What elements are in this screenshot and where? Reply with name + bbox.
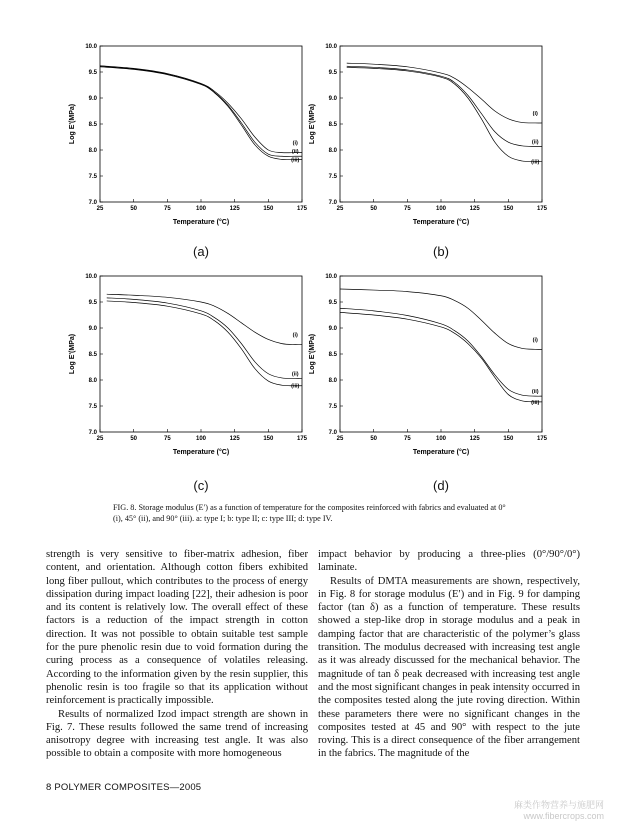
y-tick-label: 7.0: [328, 200, 337, 206]
y-tick-label: 7.5: [88, 404, 97, 410]
y-tick-label: 7.5: [88, 174, 97, 180]
series-label: (ii): [531, 139, 539, 146]
right-column: [318, 548, 580, 761]
y-axis-label: Log E'(MPa): [309, 103, 316, 145]
series-label: (ii): [531, 389, 539, 396]
y-tick-label: 8.0: [328, 378, 337, 384]
x-axis-label: Temperature (°C): [172, 219, 230, 226]
y-tick-label: 7.5: [328, 174, 337, 180]
y-tick-label: 8.5: [88, 122, 97, 128]
y-tick-label: 7.0: [88, 200, 97, 206]
y-tick-label: 8.5: [328, 352, 337, 358]
plot-frame: [100, 46, 302, 202]
series-label: (i): [292, 140, 298, 147]
x-tick-label: 150: [263, 206, 274, 212]
y-tick-label: 9.5: [328, 70, 337, 76]
right-paragraph-1: impact behavior by producing a three-plies (0°/90°/0°) laminate.: [318, 549, 580, 574]
x-tick-label: 125: [229, 436, 240, 442]
x-tick-label: 150: [503, 206, 514, 212]
y-tick-label: 8.5: [328, 122, 337, 128]
chart-panel-b: [296, 36, 556, 246]
x-tick-label: 125: [469, 206, 480, 212]
series-line: [107, 301, 302, 386]
x-tick-label: 50: [130, 206, 138, 212]
y-tick-label: 9.5: [328, 300, 337, 306]
watermark: [514, 800, 604, 822]
series-label: (i): [532, 337, 538, 344]
watermark-line-1: 麻类作物营养与施肥网: [513, 800, 604, 810]
x-tick-label: 75: [163, 436, 171, 442]
y-tick-label: 7.5: [328, 404, 337, 410]
y-tick-label: 9.0: [88, 326, 97, 332]
x-tick-label: 25: [336, 436, 344, 442]
chart-panel-a: [56, 36, 316, 246]
x-tick-label: 100: [195, 436, 207, 442]
y-tick-label: 9.5: [88, 300, 97, 306]
y-tick-label: 9.0: [328, 96, 337, 102]
chart-panel-c: [56, 266, 316, 476]
series-label: (ii): [291, 149, 299, 156]
y-tick-label: 9.5: [88, 70, 97, 76]
y-axis-label: Log E'(MPa): [69, 333, 76, 375]
y-tick-label: 8.0: [88, 378, 97, 384]
x-tick-label: 50: [130, 436, 138, 442]
x-tick-label: 50: [370, 206, 378, 212]
x-tick-label: 175: [296, 206, 308, 212]
series-label: (i): [532, 110, 538, 117]
chart-panel-d: [296, 266, 556, 476]
series-label: (iii): [291, 383, 300, 390]
series-label: (i): [292, 332, 298, 339]
series-line: [340, 308, 542, 396]
x-tick-label: 25: [96, 206, 104, 212]
chart-a: [56, 36, 316, 246]
x-tick-label: 100: [195, 206, 207, 212]
y-tick-label: 7.0: [88, 430, 97, 436]
series-label: (iii): [531, 159, 540, 166]
series-line: [107, 294, 302, 345]
x-axis-label: Temperature (°C): [412, 449, 470, 456]
page-footer: 8 POLYMER COMPOSITES—2005: [46, 782, 202, 793]
chart-d: [296, 266, 556, 476]
plot-frame: [340, 46, 542, 202]
chart-c: [56, 266, 316, 476]
y-tick-label: 9.0: [88, 96, 97, 102]
series-label: (iii): [291, 157, 300, 164]
x-tick-label: 150: [503, 436, 514, 442]
x-tick-label: 25: [336, 206, 344, 212]
y-tick-label: 9.0: [328, 326, 337, 332]
x-tick-label: 75: [403, 436, 411, 442]
panel-label-a: (a): [193, 244, 209, 259]
x-tick-label: 125: [469, 436, 480, 442]
watermark-line-2: www.fibercrops.com: [523, 811, 604, 821]
x-tick-label: 50: [370, 436, 378, 442]
panel-label-b: (b): [433, 244, 449, 259]
left-column: [46, 548, 308, 761]
series-line: [100, 66, 302, 156]
series-line: [347, 63, 542, 123]
y-tick-label: 8.0: [328, 148, 337, 154]
x-tick-label: 125: [229, 206, 240, 212]
panel-label-c: (c): [193, 478, 209, 493]
x-tick-label: 25: [96, 436, 104, 442]
y-tick-label: 10.0: [85, 44, 97, 50]
series-line: [340, 312, 542, 402]
plot-frame: [340, 276, 542, 432]
x-tick-label: 75: [403, 206, 411, 212]
series-line: [100, 67, 302, 160]
x-axis-label: Temperature (°C): [172, 449, 230, 456]
y-axis-label: Log E'(MPa): [309, 333, 316, 375]
x-tick-label: 100: [435, 206, 447, 212]
y-tick-label: 8.0: [88, 148, 97, 154]
x-axis-label: Temperature (°C): [412, 219, 470, 226]
series-line: [347, 67, 542, 161]
x-tick-label: 175: [536, 436, 548, 442]
x-tick-label: 175: [296, 436, 308, 442]
y-tick-label: 7.0: [328, 430, 337, 436]
series-label: (iii): [531, 399, 540, 406]
x-tick-label: 100: [435, 436, 447, 442]
y-tick-label: 10.0: [325, 274, 337, 280]
y-tick-label: 10.0: [85, 274, 97, 280]
figure-caption: FIG. 8. Storage modulus (E′) as a function of temperature for the composites reinforced with fabrics and evaluated at 0° (i), 45° (ii), and 90° (iii). a: type I; b: type II; c: type III; d: type IV.: [113, 503, 506, 523]
panel-label-d: (d): [433, 478, 449, 493]
chart-b: [296, 36, 556, 246]
series-label: (ii): [291, 371, 299, 378]
left-paragraph-2: Results of normalized Izod impact strength are shown in Fig. 7. These results followed the same trend of increasing anisotropy degree with increasing test angle. It was also possible to obtain a composite with more homogeneous: [46, 708, 308, 760]
y-tick-label: 8.5: [88, 352, 97, 358]
left-paragraph-1: strength is very sensitive to fiber-matrix adhesion, fiber content, and orientation. Although cotton fibers exhibited long fiber pullout, which contributes to the process of energy dissipation during impact loading [22], their adhesion is poor and its content is relatively low. The overall effect of these factors is a reduction of the impact strength in cotton direction. It was not possible to obtain suitable test sample for the pure phenolic resin due to void formation during the curing process as a consequence of volatiles releasing. According to the information given by the resin supplier, this phenolic resin is too fragile so that its application without reinforcement is practically impossible.: [46, 549, 308, 707]
x-tick-label: 75: [163, 206, 171, 212]
y-tick-label: 10.0: [325, 44, 337, 50]
series-line: [100, 66, 302, 156]
x-tick-label: 175: [536, 206, 548, 212]
series-line: [340, 289, 542, 349]
y-axis-label: Log E'(MPa): [69, 103, 76, 145]
x-tick-label: 150: [263, 436, 274, 442]
right-paragraph-2: Results of DMTA measurements are shown, respectively, in Fig. 8 for storage modulus (E′) and in Fig. 9 for damping factor (tan δ) as a function of temperature. These results showed a step-like drop in storage modulus and a peak in damping factor that are characteristic of the polymer’s glass transition. The modulus decreased with increasing test angle as it was already discussed for the mechanical behavior. The magnitude of tan δ peak decreased with increasing test angle and the most significant changes in peak intensity occurred in the composites tested along the jute roving direction. Within these parameters there were no significant changes in the composites tested at 45 and 90° with respect to the jute roving. This is a direct consequence of the fiber arrangement in the fabrics. The magnitude of the: [318, 575, 580, 760]
series-line: [107, 298, 302, 379]
